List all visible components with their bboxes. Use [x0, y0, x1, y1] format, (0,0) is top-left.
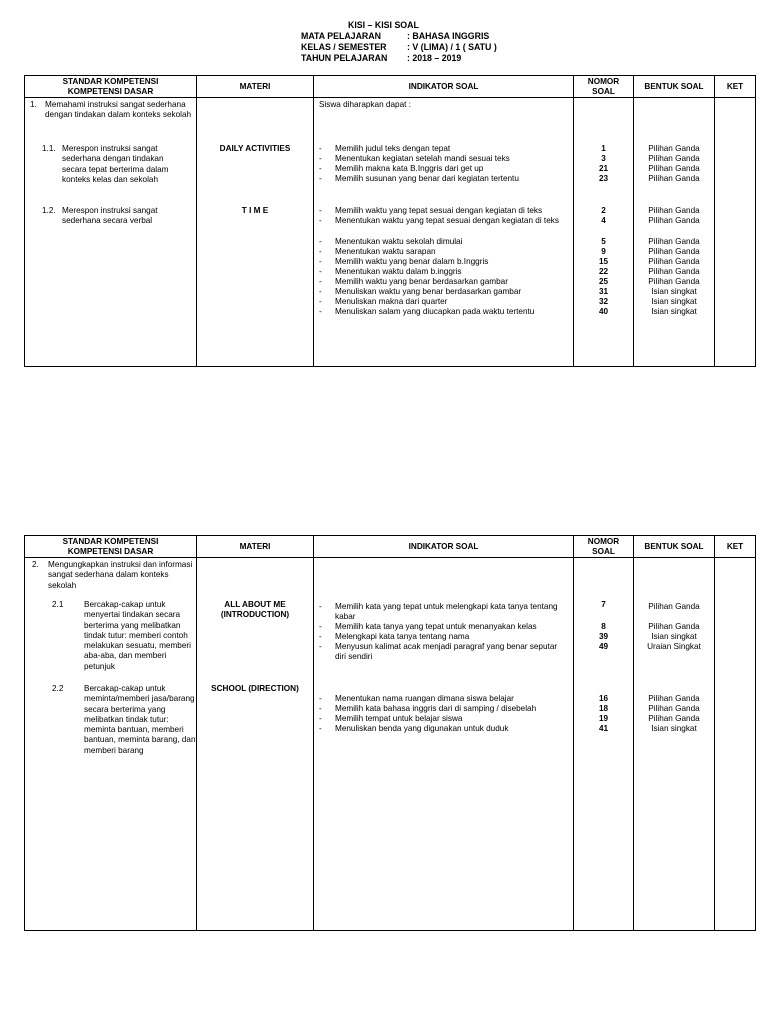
bentuk-soal: Pilihan Ganda [648, 144, 700, 153]
col-header-standar: STANDAR KOMPETENSI KOMPETENSI DASAR [25, 76, 197, 98]
kd-text: Merespon instruksi sangat sederhana dengan tindakan secara tepat berterima dalam konteks kelas dan sekolah [62, 144, 169, 184]
bentuk-soal: Pilihan Ganda [648, 216, 700, 225]
nomor-soal: 9 [601, 247, 606, 256]
kd-text: Bercakap-cakap untuk menyertai tindakan secara berterima yang melibatkan tindak tutur: memberi contoh melakukan sesuatu, memberi aba-aba, dan memberi petunjuk [84, 600, 191, 671]
col-header-bentuk: BENTUK SOAL [634, 536, 715, 558]
nomor-soal: 49 [598, 642, 609, 651]
header-row-subject [301, 31, 490, 42]
nomor-soal: 7 [601, 600, 606, 609]
nomor-soal: 15 [598, 257, 609, 266]
col-header-nomor: NOMOR SOAL [574, 536, 634, 558]
materi-label: (INTRODUCTION) [220, 610, 290, 619]
kd-text: Merespon instruksi sangat sederhana secara verbal [62, 206, 158, 226]
standar-cell [25, 558, 197, 931]
bentuk-soal: Pilihan Ganda [648, 602, 700, 611]
ket-cell [715, 558, 756, 931]
nomor-soal: 4 [601, 216, 606, 225]
bentuk-cell [634, 558, 715, 931]
bentuk-soal: Pilihan Ganda [648, 206, 700, 215]
kisi-table-1 [24, 75, 756, 367]
sk-number: 2. [32, 560, 39, 569]
bentuk-soal: Pilihan Ganda [648, 247, 700, 256]
header-value: : BAHASA INGGRIS [407, 31, 490, 41]
sk-number: 1. [30, 100, 37, 109]
nomor-soal: 3 [601, 154, 606, 163]
nomor-soal: 19 [598, 714, 609, 723]
materi-label: SCHOOL (DIRECTION) [211, 684, 299, 693]
nomor-cell [574, 558, 634, 931]
sk-text: Mengungkapkan instruksi dan informasi sangat sederhana dalam konteks sekolah [48, 560, 193, 590]
nomor-soal: 18 [598, 704, 609, 713]
nomor-soal: 5 [601, 237, 606, 246]
document-title: KISI – KISI SOAL [348, 20, 419, 30]
materi-cell [197, 558, 314, 931]
bentuk-soal: Pilihan Ganda [648, 622, 700, 631]
nomor-soal: 21 [598, 164, 609, 173]
col-header-materi: MATERI [197, 536, 314, 558]
bentuk-soal: Pilihan Ganda [648, 694, 700, 703]
col-header-ket: KET [715, 76, 756, 98]
nomor-cell [574, 98, 634, 367]
col-header-nomor: NOMOR SOAL [574, 76, 634, 98]
bentuk-soal: Pilihan Ganda [648, 257, 700, 266]
col-header-ket: KET [715, 536, 756, 558]
header-label: MATA PELAJARAN [301, 31, 381, 41]
nomor-soal: 31 [598, 287, 609, 296]
bentuk-soal: Pilihan Ganda [648, 174, 700, 183]
kisi-table-2 [24, 535, 756, 931]
bentuk-soal: Isian singkat [651, 724, 697, 733]
nomor-soal: 16 [598, 694, 609, 703]
bentuk-soal: Isian singkat [651, 307, 697, 316]
nomor-soal: 22 [598, 267, 609, 276]
header-label: KELAS / SEMESTER [301, 42, 387, 52]
bentuk-soal: Pilihan Ganda [648, 164, 700, 173]
indikator-cell: Siswa diharapkan dapat : - Memilih judul teks dengan tepat - Menentukan kegiatan setelah mandi sesuai teks - Memilih makna kata B.Inggris dari get up - Memilih susunan yang benar dari kegiatan tertentu - Memilih waktu yang tepat sesuai dengan kegiatan di teks - Menentukan waktu yang tepat sesuai dengan kegiatan di teks - Menentukan waktu sekolah dimulai - Menentukan waktu sarapan - Memilih waktu yang benar dalam b.Inggris - Menentukan waktu dalam b.inggris - Memilih waktu yang benar berdasarkan gambar - Menuliskan waktu yang benar berdasarkan gambar - Menuliskan makna dari quarter - Menuliskan salam yang diucapkan pada waktu tertentu [314, 98, 574, 367]
materi-cell [197, 98, 314, 367]
bentuk-soal: Pilihan Ganda [648, 237, 700, 246]
bentuk-soal: Isian singkat [651, 297, 697, 306]
bentuk-soal: Pilihan Ganda [648, 267, 700, 276]
materi-label: T I M E [241, 206, 269, 215]
bentuk-soal: Pilihan Ganda [648, 277, 700, 286]
col-header-bentuk: BENTUK SOAL [634, 76, 715, 98]
header-row-year [301, 53, 462, 64]
header-label: TAHUN PELAJARAN [301, 53, 388, 63]
kd-number: 1.1. [42, 144, 56, 153]
materi-label: DAILY ACTIVITIES [219, 144, 291, 153]
bentuk-cell [634, 98, 715, 367]
nomor-soal: 23 [598, 174, 609, 183]
col-header-indikator: INDIKATOR SOAL [314, 76, 574, 98]
nomor-soal: 41 [598, 724, 609, 733]
indikator-cell: - Memilih kata yang tepat untuk melengkapi kata tanya tentang kabar - Memilih kata tanya yang tepat untuk menanyakan kelas - Melengkapi kata tanya tentang nama - Menyusun kalimat acak menjadi paragraf yang benar seputar diri sendiri - Menentukan nama ruangan dimana siswa belajar - Memilih kata bahasa inggris dari di samping / disebelah - Memilih tempat untuk belajar siswa - Menuliskan benda yang digunakan untuk duduk [314, 558, 574, 931]
materi-label: ALL ABOUT ME [224, 600, 286, 609]
indikator-intro: Siswa diharapkan dapat : [319, 100, 411, 109]
header-value: : 2018 – 2019 [407, 53, 462, 63]
bentuk-soal: Isian singkat [651, 287, 697, 296]
nomor-soal: 40 [598, 307, 609, 316]
bentuk-soal: Pilihan Ganda [648, 154, 700, 163]
nomor-soal: 8 [601, 622, 606, 631]
sk-text: Memahami instruksi sangat sederhana dengan tindakan dalam konteks sekolah [45, 100, 192, 120]
nomor-soal: 39 [598, 632, 609, 641]
nomor-soal: 25 [598, 277, 609, 286]
nomor-soal: 32 [598, 297, 609, 306]
col-header-standar: STANDAR KOMPETENSI KOMPETENSI DASAR [25, 536, 197, 558]
nomor-soal: 1 [601, 144, 606, 153]
header-row-class [301, 42, 497, 53]
ket-cell [715, 98, 756, 367]
col-header-materi: MATERI [197, 76, 314, 98]
kd-number: 1.2. [42, 206, 56, 215]
standar-cell [25, 98, 197, 367]
header-value: : V (LIMA) / 1 ( SATU ) [407, 42, 497, 52]
col-header-indikator: INDIKATOR SOAL [314, 536, 574, 558]
kd-number: 2.1 [52, 600, 64, 609]
kd-number: 2.2 [52, 684, 64, 693]
nomor-soal: 2 [601, 206, 606, 215]
bentuk-soal: Pilihan Ganda [648, 704, 700, 713]
kd-text: Bercakap-cakap untuk meminta/memberi jasa/barang secara berterima yang melibatkan tindak tutur: meminta bantuan, memberi bantuan, meminta barang, dan memberi barang [84, 684, 196, 755]
bentuk-soal: Uraian Singkat [647, 642, 701, 651]
bentuk-soal: Pilihan Ganda [648, 714, 700, 723]
bentuk-soal: Isian singkat [651, 632, 697, 641]
